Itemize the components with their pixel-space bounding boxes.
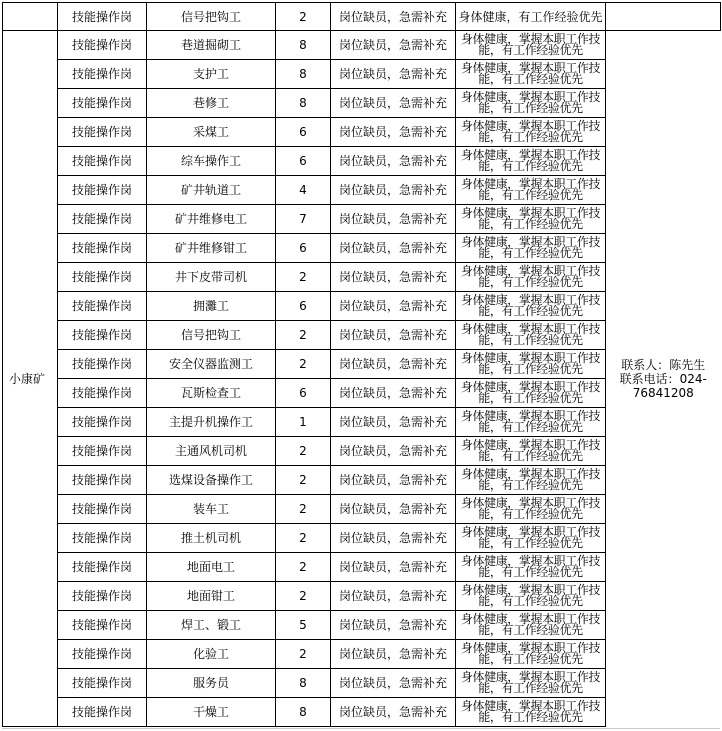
contact-person: 联系人：陈先生	[621, 357, 706, 372]
count-cell: 8	[276, 698, 331, 727]
category-cell: 技能操作岗	[58, 582, 147, 611]
count-cell: 2	[276, 495, 331, 524]
position-cell: 地面电工	[147, 553, 276, 582]
position-cell: 井下皮带司机	[147, 263, 276, 292]
requirement-cell: 身体健康，掌握本职工作技能，有工作经验优先	[456, 263, 606, 292]
count-cell: 1	[276, 408, 331, 437]
category-cell: 技能操作岗	[58, 60, 147, 89]
requirement-cell: 身体健康，掌握本职工作技能，有工作经验优先	[456, 234, 606, 263]
reason-cell: 岗位缺员，急需补充	[331, 466, 456, 495]
count-cell: 6	[276, 118, 331, 147]
reason-cell: 岗位缺员，急需补充	[331, 582, 456, 611]
requirement-cell: 身体健康，掌握本职工作技能，有工作经验优先	[456, 118, 606, 147]
category-cell: 技能操作岗	[58, 234, 147, 263]
reason-cell: 岗位缺员，急需补充	[331, 379, 456, 408]
reason-cell: 岗位缺员，急需补充	[331, 3, 456, 31]
count-cell: 4	[276, 176, 331, 205]
count-cell: 6	[276, 147, 331, 176]
mine-name-cell: 小康矿	[3, 31, 58, 727]
position-cell: 干燥工	[147, 698, 276, 727]
requirement-cell: 身体健康，掌握本职工作技能，有工作经验优先	[456, 582, 606, 611]
contact-cell	[606, 31, 721, 727]
position-cell: 化验工	[147, 640, 276, 669]
reason-cell: 岗位缺员，急需补充	[331, 176, 456, 205]
position-cell: 巷修工	[147, 89, 276, 118]
requirement-cell: 身体健康，掌握本职工作技能，有工作经验优先	[456, 292, 606, 321]
mine-cell-top	[3, 3, 58, 31]
position-cell: 焊工、锻工	[147, 611, 276, 640]
position-cell: 矿井轨道工	[147, 176, 276, 205]
position-cell: 矿井维修电工	[147, 205, 276, 234]
count-cell: 2	[276, 524, 331, 553]
count-cell: 5	[276, 611, 331, 640]
requirement-cell: 身体健康，掌握本职工作技能，有工作经验优先	[456, 31, 606, 60]
category-cell: 技能操作岗	[58, 147, 147, 176]
category-cell: 技能操作岗	[58, 31, 147, 60]
table-row	[3, 31, 721, 60]
count-cell: 7	[276, 205, 331, 234]
position-cell: 装车工	[147, 495, 276, 524]
requirement-cell: 身体健康，掌握本职工作技能，有工作经验优先	[456, 321, 606, 350]
count-cell: 8	[276, 31, 331, 60]
category-cell: 技能操作岗	[58, 321, 147, 350]
category-cell: 技能操作岗	[58, 292, 147, 321]
position-cell: 巷道掘砌工	[147, 31, 276, 60]
reason-cell: 岗位缺员，急需补充	[331, 350, 456, 379]
count-cell: 2	[276, 466, 331, 495]
requirement-cell: 身体健康，掌握本职工作技能，有工作经验优先	[456, 524, 606, 553]
reason-cell: 岗位缺员，急需补充	[331, 118, 456, 147]
count-cell: 2	[276, 3, 331, 31]
requirement-cell: 身体健康，掌握本职工作技能，有工作经验优先	[456, 350, 606, 379]
category-cell: 技能操作岗	[58, 437, 147, 466]
table-row	[3, 3, 721, 31]
position-cell: 主提升机操作工	[147, 408, 276, 437]
reason-cell: 岗位缺员，急需补充	[331, 553, 456, 582]
category-cell: 技能操作岗	[58, 495, 147, 524]
requirement-cell: 身体健康，掌握本职工作技能，有工作经验优先	[456, 437, 606, 466]
requirement-cell: 身体健康，掌握本职工作技能，有工作经验优先	[456, 640, 606, 669]
category-cell: 技能操作岗	[58, 524, 147, 553]
requirement-cell: 身体健康，掌握本职工作技能，有工作经验优先	[456, 205, 606, 234]
category-cell: 技能操作岗	[58, 669, 147, 698]
category-cell: 技能操作岗	[58, 205, 147, 234]
reason-cell: 岗位缺员，急需补充	[331, 89, 456, 118]
reason-cell: 岗位缺员，急需补充	[331, 524, 456, 553]
requirement-cell: 身体健康，掌握本职工作技能，有工作经验优先	[456, 89, 606, 118]
sheet-gridline	[2, 728, 720, 729]
requirement-cell: 身体健康，掌握本职工作技能，有工作经验优先	[456, 495, 606, 524]
position-cell: 采煤工	[147, 118, 276, 147]
position-cell: 信号把钩工	[147, 3, 276, 31]
position-cell: 服务员	[147, 669, 276, 698]
category-cell: 技能操作岗	[58, 3, 147, 31]
requirement-cell: 身体健康，掌握本职工作技能，有工作经验优先	[456, 408, 606, 437]
job-table	[2, 2, 721, 727]
reason-cell: 岗位缺员，急需补充	[331, 408, 456, 437]
contact-phone: 联系电话：024-76841208	[619, 371, 707, 400]
category-cell: 技能操作岗	[58, 379, 147, 408]
count-cell: 6	[276, 292, 331, 321]
requirement-cell: 身体健康，掌握本职工作技能，有工作经验优先	[456, 553, 606, 582]
count-cell: 2	[276, 582, 331, 611]
reason-cell: 岗位缺员，急需补充	[331, 60, 456, 89]
category-cell: 技能操作岗	[58, 350, 147, 379]
requirement-cell: 身体健康，掌握本职工作技能，有工作经验优先	[456, 379, 606, 408]
category-cell: 技能操作岗	[58, 698, 147, 727]
requirement-cell: 身体健康，掌握本职工作技能，有工作经验优先	[456, 466, 606, 495]
count-cell: 2	[276, 437, 331, 466]
reason-cell: 岗位缺员，急需补充	[331, 611, 456, 640]
count-cell: 2	[276, 350, 331, 379]
count-cell: 2	[276, 553, 331, 582]
category-cell: 技能操作岗	[58, 89, 147, 118]
reason-cell: 岗位缺员，急需补充	[331, 640, 456, 669]
position-cell: 选煤设备操作工	[147, 466, 276, 495]
position-cell: 主通风机司机	[147, 437, 276, 466]
requirement-cell: 身体健康，掌握本职工作技能，有工作经验优先	[456, 611, 606, 640]
position-cell: 支护工	[147, 60, 276, 89]
category-cell: 技能操作岗	[58, 640, 147, 669]
count-cell: 8	[276, 669, 331, 698]
requirement-cell: 身体健康，掌握本职工作技能，有工作经验优先	[456, 698, 606, 727]
position-cell: 推土机司机	[147, 524, 276, 553]
reason-cell: 岗位缺员，急需补充	[331, 263, 456, 292]
reason-cell: 岗位缺员，急需补充	[331, 495, 456, 524]
reason-cell: 岗位缺员，急需补充	[331, 205, 456, 234]
contact-cell-top	[606, 3, 721, 31]
position-cell: 综车操作工	[147, 147, 276, 176]
position-cell: 地面钳工	[147, 582, 276, 611]
count-cell: 8	[276, 89, 331, 118]
position-cell: 瓦斯检查工	[147, 379, 276, 408]
reason-cell: 岗位缺员，急需补充	[331, 292, 456, 321]
count-cell: 6	[276, 379, 331, 408]
reason-cell: 岗位缺员，急需补充	[331, 437, 456, 466]
requirement-cell: 身体健康，有工作经验优先	[456, 3, 606, 31]
position-cell: 安全仪器监测工	[147, 350, 276, 379]
count-cell: 6	[276, 234, 331, 263]
category-cell: 技能操作岗	[58, 176, 147, 205]
count-cell: 8	[276, 60, 331, 89]
category-cell: 技能操作岗	[58, 408, 147, 437]
reason-cell: 岗位缺员，急需补充	[331, 669, 456, 698]
requirement-cell: 身体健康，掌握本职工作技能，有工作经验优先	[456, 669, 606, 698]
count-cell: 2	[276, 263, 331, 292]
category-cell: 技能操作岗	[58, 553, 147, 582]
reason-cell: 岗位缺员，急需补充	[331, 321, 456, 350]
category-cell: 技能操作岗	[58, 263, 147, 292]
requirement-cell: 身体健康，掌握本职工作技能，有工作经验优先	[456, 60, 606, 89]
requirement-cell: 身体健康，掌握本职工作技能，有工作经验优先	[456, 176, 606, 205]
reason-cell: 岗位缺员，急需补充	[331, 147, 456, 176]
category-cell: 技能操作岗	[58, 118, 147, 147]
reason-cell: 岗位缺员，急需补充	[331, 698, 456, 727]
position-cell: 矿井维修钳工	[147, 234, 276, 263]
reason-cell: 岗位缺员，急需补充	[331, 31, 456, 60]
category-cell: 技能操作岗	[58, 466, 147, 495]
category-cell: 技能操作岗	[58, 611, 147, 640]
count-cell: 2	[276, 321, 331, 350]
position-cell: 拥灘工	[147, 292, 276, 321]
position-cell: 信号把钩工	[147, 321, 276, 350]
count-cell: 2	[276, 640, 331, 669]
requirement-cell: 身体健康，掌握本职工作技能，有工作经验优先	[456, 147, 606, 176]
reason-cell: 岗位缺员，急需补充	[331, 234, 456, 263]
